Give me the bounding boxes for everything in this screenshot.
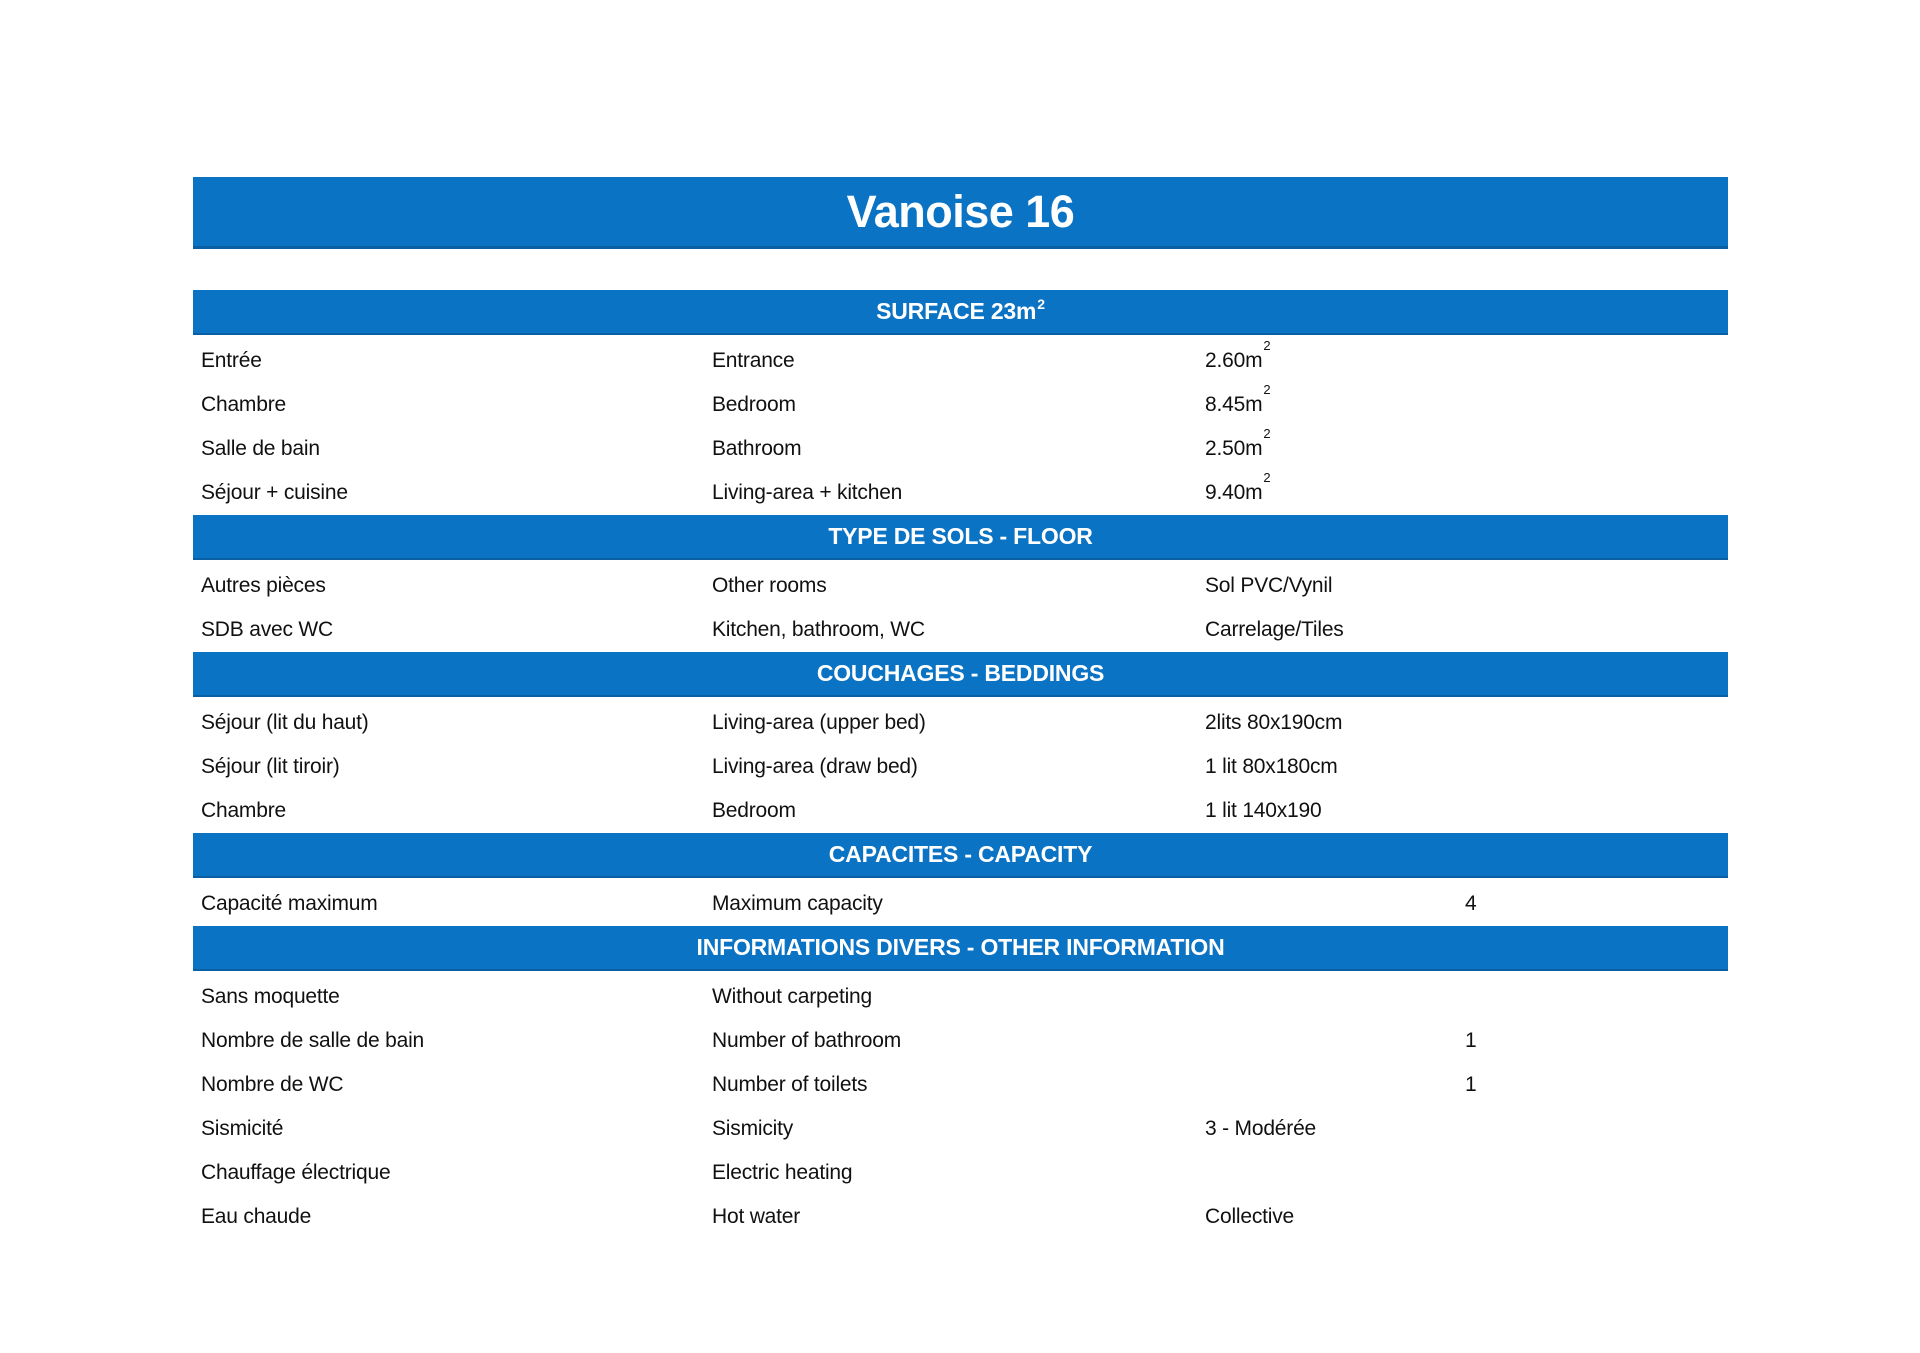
value (1205, 427, 1270, 471)
page-title: Vanoise 16 (846, 185, 1075, 237)
table-row (193, 789, 1728, 833)
value-text: 2.60m (1205, 349, 1263, 372)
value (1205, 339, 1270, 383)
label-fr: Séjour (lit tiroir) (201, 755, 340, 778)
label-fr: Eau chaude (201, 1205, 312, 1228)
section-rows-surface (193, 335, 1728, 515)
section-title: TYPE DE SOLS - FLOOR (828, 523, 1093, 549)
label-en: Kitchen, bathroom, WC (712, 618, 925, 641)
label-en: Other rooms (712, 574, 827, 597)
superscript: 2 (1263, 382, 1271, 397)
label-fr: Chambre (201, 393, 286, 416)
table-row (193, 1019, 1728, 1063)
value-text: 2.50m (1205, 437, 1263, 460)
value (1205, 1195, 1294, 1239)
label-en: Bedroom (712, 393, 796, 416)
label-en: Living-area (upper bed) (712, 711, 926, 734)
value-text: 8.45m (1205, 393, 1263, 416)
label-en: Electric heating (712, 1161, 853, 1184)
section-header-other-information (193, 926, 1728, 971)
value-text: 9.40m (1205, 481, 1263, 504)
label-fr: Séjour (lit du haut) (201, 711, 369, 734)
label-en: Living-area + kitchen (712, 481, 903, 504)
label-en: Hot water (712, 1205, 801, 1228)
spec-sheet (193, 177, 1728, 1239)
section-header-capacity (193, 833, 1728, 878)
label-en: Bedroom (712, 799, 796, 822)
value (1205, 1107, 1316, 1151)
value (1205, 564, 1332, 608)
section-title: CAPACITES - CAPACITY (828, 841, 1093, 867)
section-header-surface: SURFACE 23m $^2$ (193, 290, 1728, 335)
section-header-beddings (193, 652, 1728, 697)
label-en: Number of bathroom (712, 1029, 901, 1052)
value-text: Collective (1205, 1205, 1295, 1228)
value (1205, 701, 1342, 745)
superscript: 2 (1263, 426, 1271, 441)
section-rows-floor (193, 560, 1728, 652)
value-text: 1 lit 80x180cm (1205, 755, 1338, 778)
label-fr: Chauffage électrique (201, 1161, 391, 1184)
table-row (193, 882, 1728, 926)
label-en: Living-area (draw bed) (712, 755, 918, 778)
value (1205, 608, 1344, 652)
table-row (193, 1151, 1728, 1195)
table-row (193, 1107, 1728, 1151)
count-value: 4 (1465, 892, 1477, 915)
table-row (193, 608, 1728, 652)
label-fr: Chambre (201, 799, 286, 822)
value-text: 3 - Modérée (1205, 1117, 1317, 1140)
value (1205, 383, 1270, 427)
label-fr: Séjour + cuisine (201, 481, 348, 504)
label-fr: Capacité maximum (201, 892, 378, 915)
table-row (193, 701, 1728, 745)
table-row (193, 427, 1728, 471)
table-row (193, 745, 1728, 789)
count-value: 1 (1465, 1073, 1477, 1096)
value (1205, 745, 1338, 789)
section-title: COUCHAGES - BEDDINGS (816, 660, 1105, 686)
section-header-floor (193, 515, 1728, 560)
document-title-bar (193, 177, 1728, 249)
label-fr: Sismicité (201, 1117, 284, 1140)
label-fr: Nombre de salle de bain (201, 1029, 425, 1052)
label-fr: Sans moquette (201, 985, 340, 1008)
label-en: Entrance (712, 349, 795, 372)
superscript: 2 (1263, 470, 1271, 485)
table-row (193, 471, 1728, 515)
section-title: SURFACE 23m (876, 298, 1037, 324)
section-title: INFORMATIONS DIVERS - OTHER INFORMATION (696, 934, 1225, 960)
value (1205, 471, 1270, 515)
value-text: Carrelage/Tiles (1205, 618, 1344, 641)
label-fr: Nombre de WC (201, 1073, 344, 1096)
label-en: Sismicity (712, 1117, 794, 1140)
value (1205, 789, 1322, 833)
label-en: Bathroom (712, 437, 802, 460)
count-value: 1 (1465, 1029, 1477, 1052)
table-row (193, 1063, 1728, 1107)
label-en: Without carpeting (712, 985, 873, 1008)
table-row (193, 564, 1728, 608)
label-fr: SDB avec WC (201, 618, 333, 641)
label-fr: Autres pièces (201, 574, 326, 597)
table-row (193, 339, 1728, 383)
section-rows-other-information (193, 971, 1728, 1239)
table-row (193, 1195, 1728, 1239)
value-text: Sol PVC/Vynil (1205, 574, 1333, 597)
label-en: Maximum capacity (712, 892, 883, 915)
table-row (193, 975, 1728, 1019)
section-rows-beddings (193, 697, 1728, 833)
label-fr: Entrée (201, 349, 262, 372)
superscript: 2 (1263, 338, 1271, 353)
value-text: 2lits 80x190cm (1205, 711, 1343, 734)
label-en: Number of toilets (712, 1073, 868, 1096)
label-fr: Salle de bain (201, 437, 320, 460)
value-text: 1 lit 140x190 (1205, 799, 1322, 822)
section-rows-capacity (193, 878, 1728, 926)
table-row (193, 383, 1728, 427)
